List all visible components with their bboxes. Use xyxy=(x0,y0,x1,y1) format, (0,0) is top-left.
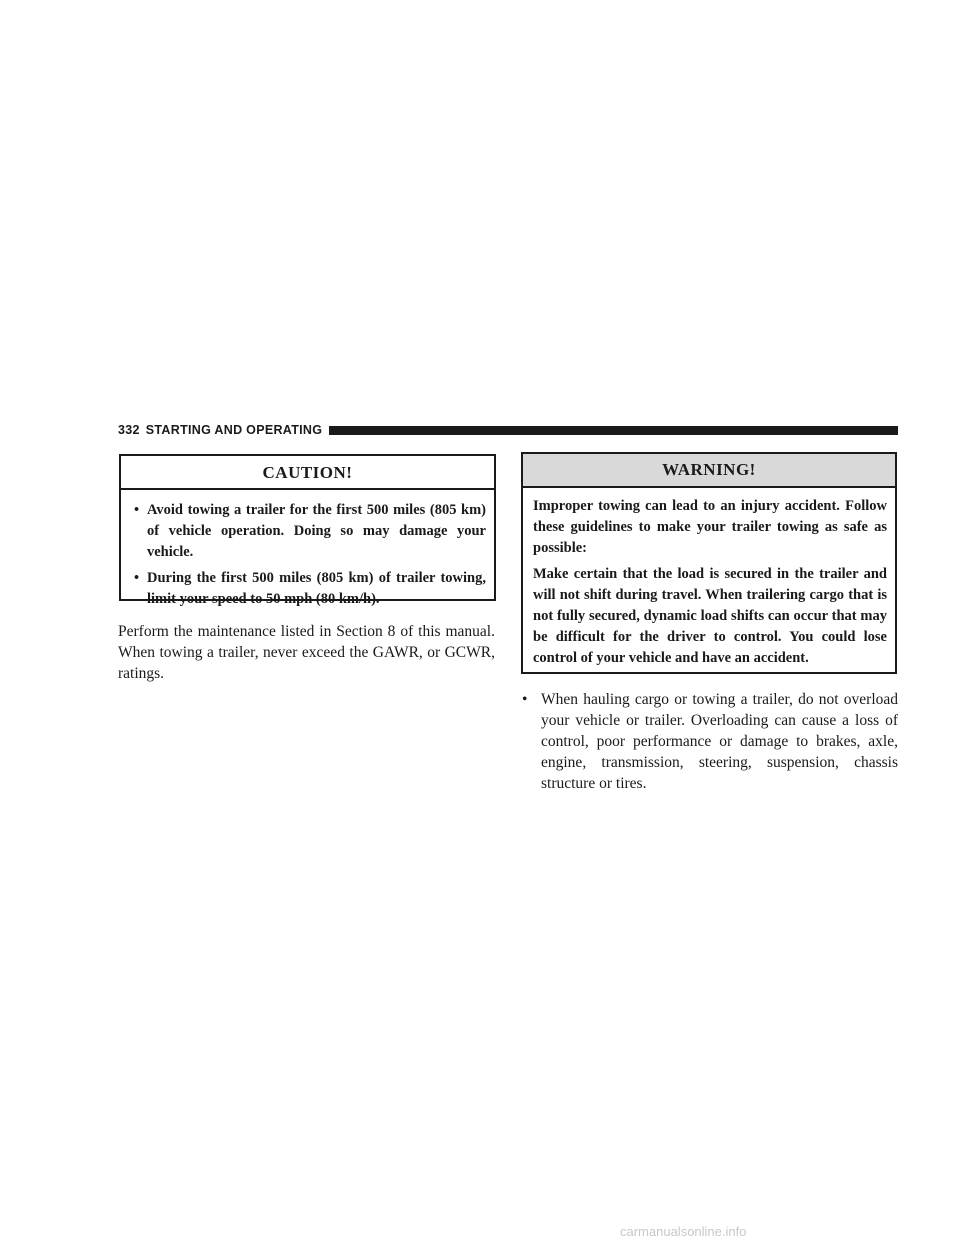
caution-item xyxy=(134,500,486,563)
watermark: carmanualsonline.info xyxy=(620,1224,747,1239)
warning-paragraph: Improper towing can lead to an injury accident. Follow these guidelines to make your trailer towing as safe as possible: xyxy=(533,498,887,556)
warning-paragraph: Make certain that the load is secured in the trailer and will not shift during travel. When trailering cargo that is not fully secured, dynamic load shifts can occur that may be difficult for the driver to control. You could lose control of your vehicle and have an accident. xyxy=(533,566,887,666)
caution-item-text: Avoid towing a trailer for the first 500 miles (805 km) of vehicle operation. Doing so may damage your vehicle. xyxy=(147,502,486,560)
bullet-icon: • xyxy=(134,570,140,586)
header-rule xyxy=(329,426,898,435)
warning-box xyxy=(521,452,897,674)
page-header xyxy=(118,421,898,439)
caution-list xyxy=(121,490,494,610)
caution-title: CAUTION! xyxy=(121,456,494,490)
caution-item xyxy=(134,568,486,610)
overload-text: When hauling cargo or towing a trailer, do not overload your vehicle or trailer. Overloading can cause a loss of control, poor performance or damage to brakes, axle, engine, transmission, steering, suspension, chassis structure or tires. xyxy=(541,691,898,792)
warning-title: WARNING! xyxy=(523,454,895,488)
bullet-icon: • xyxy=(522,691,528,708)
caution-item-text: During the first 500 miles (805 km) of trailer towing, limit your speed to 50 mph (80 km/h). xyxy=(147,570,486,607)
overload-bullet xyxy=(522,689,898,794)
bullet-icon: • xyxy=(134,502,140,518)
section-title: STARTING AND OPERATING xyxy=(145,423,323,437)
caution-box xyxy=(119,454,496,607)
maintenance-paragraph: Perform the maintenance listed in Section 8 of this manual. When towing a trailer, never exceed the GAWR, or GCWR, ratings. xyxy=(118,623,495,682)
page-number: 332 xyxy=(118,423,140,437)
